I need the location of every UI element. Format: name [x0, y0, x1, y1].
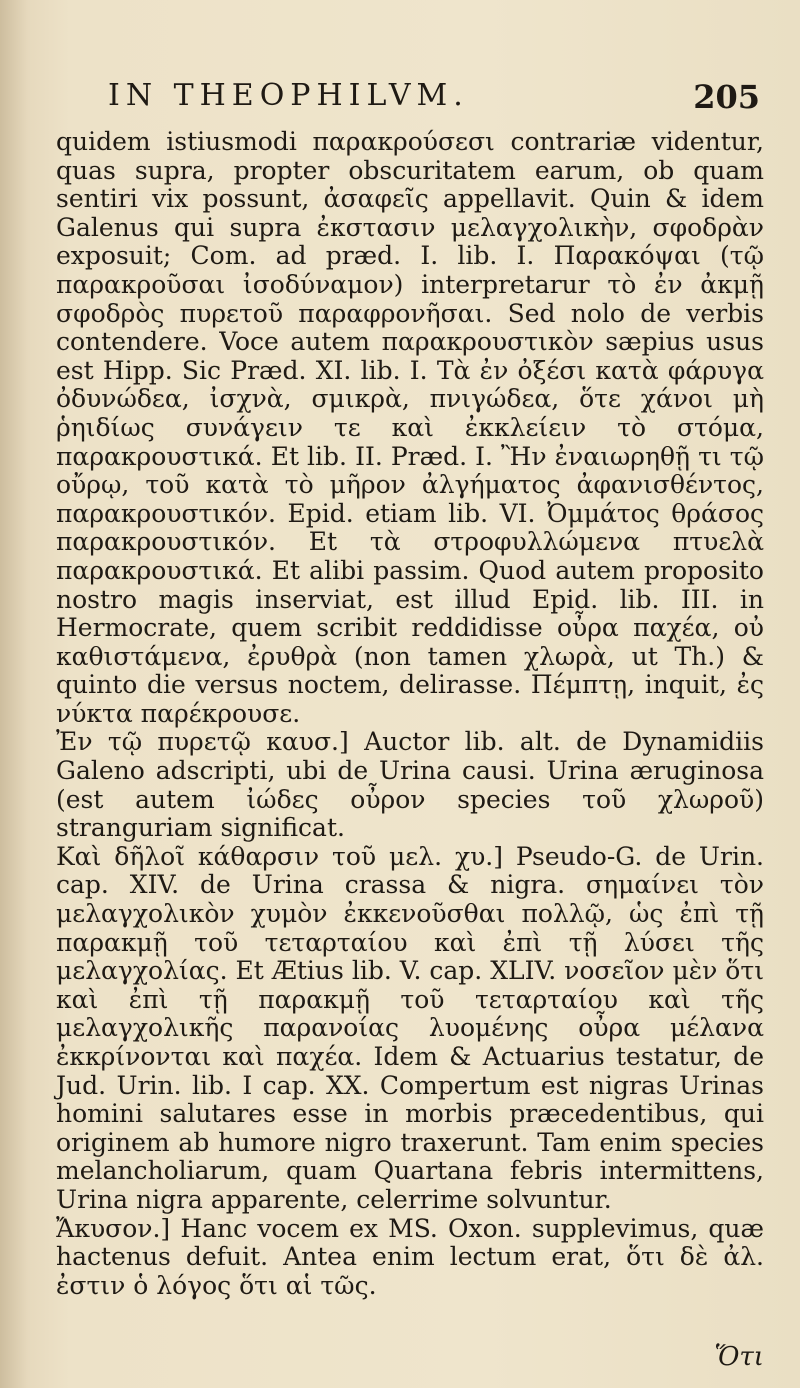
page-header: [108, 78, 760, 122]
page-number: 205: [693, 78, 760, 116]
running-head: IN THEOPHILVM.: [108, 78, 469, 113]
paragraph-continuation: quidem istiusmodi παρακρούσεσι contrariæ videntur, quas supra, propter obscuritatem earum, ob quam sentiri vix possunt, ἀσαφεῖς appellavit. Quin & idem Galenus qui supra ἐκστασιν μελαγχολικὴν, σφοδρὰν exposuit; Com. ad præd. I. lib. I. Παρακόψαι (τῷ παρακροῦσαι ἰσοδύναμον) interpretarur τὸ ἐν ἀκμῇ σφοδρὸς πυρετοῦ παραφρονῆσαι. Sed nolo de verbis contendere. Voce autem παρακρουστικὸν sæpius usus est Hipp. Sic Præd. XI. lib. I. Τὰ ἐν ὀξέσι κατὰ φάρυγα ὀδυνώδεα, ἰσχνὰ, σμικρὰ, πνιγώδεα, ὅτε χάνοι μὴ ῥηιδίως συνάγειν τε καὶ ἐκκλείειν τὸ στόμα, παρακρουστικά. Et lib. II. Præd. I. Ἢν ἐναιωρηθῇ τι τῷ οὔρῳ, τοῦ κατὰ τὸ μῆρον ἀλγήματος ἀφανισθέντος, παρακρουστικόν. Epid. etiam lib. VI. Ὀμμάτος θράσος παρακρουστικόν. Et τὰ στροφυλλώμενα πτυελὰ παρακρουστικά. Et alibi passim. Quod autem proposito nostro magis inserviat, est illud Epid. lib. III. in Hermocrate, quem scribit reddidisse οὖρα παχέα, οὐ καθιστάμενα, ἐρυθρὰ (non tamen χλωρὰ, ut Th.) & quinto die versus noctem, delirasse. Πέμπτῃ, inquit, ἐς νύκτα παρέκρουσε.: [56, 127, 764, 728]
paragraph-entry-causus: Ἐν τῷ πυρετῷ καυσ.] Auctor lib. alt. de Dynamidiis Galeno adscripti, ubi de Urina causi. Urina æruginosa (est autem ἰώδες οὖρον species τοῦ χλωροῦ) stranguriam significat.: [56, 727, 764, 843]
paragraph-entry-katharsis: Καὶ δῆλοῖ κάθαρσιν τοῦ μελ. χυ.] Pseudo-G. de Urin. cap. XIV. de Urina crassa & nigra. σημαίνει τὸν μελαγχολικὸν χυμὸν ἐκκενοῦσθαι πολλῷ, ὡς ἐπὶ τῇ παρακμῇ τοῦ τεταρταίου καὶ ἐπὶ τῇ λύσει τῆς μελαγχολίας. Et Ætius lib. V. cap. XLIV. νοσεῖον μὲν ὅτι καὶ ἐπὶ τῇ παρακμῇ τοῦ τεταρταίου καὶ τῆς μελαγχολικῆς παρανοίας λυομένης οὖρα μέλανα ἐκκρίνονται καὶ παχέα. Idem & Actuarius testatur, de Jud. Urin. lib. I cap. XX. Compertum est nigras Urinas homini salutares esse in morbis præcedentibus, qui originem ab humore nigro traxerunt. Tam enim species melancholiarum, quam Quartana febris intermittens, Urina nigra apparente, celerrime solvuntur.: [56, 841, 764, 1214]
catchword: Ὅτι: [714, 1342, 764, 1372]
paragraph-entry-akouson: Ἄκυσον.] Hanc vocem ex MS. Oxon. supplevimus, quæ hactenus defuit. Antea enim lectum erat, ὅτι δὲ ἀλ. ἐστιν ὁ λόγος ὅτι αἱ τῶς.: [56, 1213, 764, 1300]
body-text: [56, 128, 764, 1300]
